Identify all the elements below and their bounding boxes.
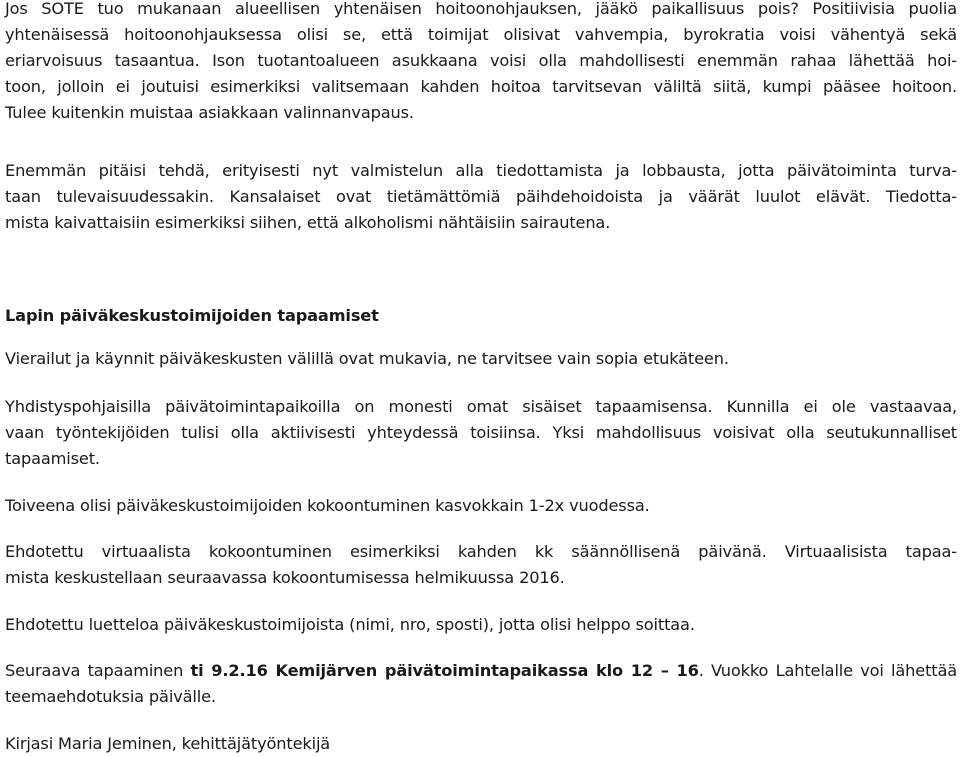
paragraph-yhdistys — [5, 394, 957, 472]
text-line: Yhdistyspohjaisilla päivätoimintapaikoilla on monesti omat sisäiset tapaamisensa. Kunnilla ei ole vastaavaa, — [5, 397, 957, 416]
text-line: mista kaivattaisiin esimerkiksi siihen, että alkoholismi nähtäisiin sairautena. — [5, 213, 611, 232]
paragraph-kirjasi — [5, 731, 957, 757]
text-line: yhtenäisessä hoitoonohjauksessa olisi se, että toimijat olisivat vahvempia, byrokratia voisi vähentyä sekä — [5, 25, 957, 44]
paragraph-virtuaali — [5, 539, 957, 591]
text-line: Kirjasi Maria Jeminen, kehittäjätyöntekijä — [5, 734, 331, 753]
section-heading — [5, 303, 957, 329]
paragraph-toive — [5, 493, 957, 519]
text-line: toon, jolloin ei joutuisi esimerkiksi valitsemaan kahden hoitoa tarvitsevan väliltä siitä, kumpi pääsee hoitoon. — [5, 77, 957, 96]
text-line: Toiveena olisi päiväkeskustoimijoiden kokoontuminen kasvokkain 1-2x vuodessa. — [5, 496, 650, 515]
meeting-suffix: . Vuokko Lahtelalle voi lähettää — [698, 661, 958, 680]
text-line: Jos SOTE tuo mukanaan alueellisen yhtenäisen hoitoonohjauksen, jääkö paikallisuus pois? Positiivisia puolia — [5, 0, 957, 18]
text-line: teemaehdotuksia päivälle. — [5, 687, 216, 706]
paragraph-sote — [5, 0, 957, 126]
text-line: Enemmän pitäisi tehdä, erityisesti nyt valmistelun alla tiedottamista ja lobbausta, jotta päivätoiminta turva- — [5, 161, 957, 180]
text-line: Ehdotettu luetteloa päiväkeskustoimijoista (nimi, nro, sposti), jotta olisi helppo soittaa. — [5, 615, 695, 634]
paragraph-vierailut — [5, 346, 957, 372]
text-line: eriarvoisuus tasaantua. Ison tuotantoalueen asukkaana voisi olla mahdollisesti enemmän rahaa lähettää hoi- — [5, 51, 957, 70]
text-line: taan tulevaisuudessakin. Kansalaiset ovat tietämättömiä päihdehoidoista ja väärät luulot elävät. Tiedotta- — [5, 187, 957, 206]
meeting-prefix: Seuraava tapaaminen — [5, 661, 191, 680]
paragraph-tiedottaminen — [5, 158, 957, 236]
meeting-details: ti 9.2.16 Kemijärven päivätoimintapaikassa klo 12 – 16 — [190, 661, 699, 680]
paragraph-luettelo — [5, 612, 957, 638]
heading-text: Lapin päiväkeskustoimijoiden tapaamiset — [5, 306, 379, 325]
text-line: Ehdotettu virtuaalista kokoontuminen esimerkiksi kahden kk säännöllisenä päivänä. Virtuaalisista tapaa- — [5, 542, 957, 561]
text-line: Tulee kuitenkin muistaa asiakkaan valinnanvapaus. — [5, 103, 414, 122]
text-line — [5, 658, 957, 684]
text-line: vaan työntekijöiden tulisi olla aktiivisesti yhteydessä toisiinsa. Yksi mahdollisuus voisivat olla seutukunnalliset — [5, 423, 957, 442]
text-line: tapaamiset. — [5, 449, 100, 468]
paragraph-seuraava-tapaaminen — [5, 658, 957, 710]
text-line: mista keskustellaan seuraavassa kokoontumisessa helmikuussa 2016. — [5, 568, 565, 587]
text-line: Vierailut ja käynnit päiväkeskusten välillä ovat mukavia, ne tarvitsee vain sopia etukäteen. — [5, 349, 729, 368]
